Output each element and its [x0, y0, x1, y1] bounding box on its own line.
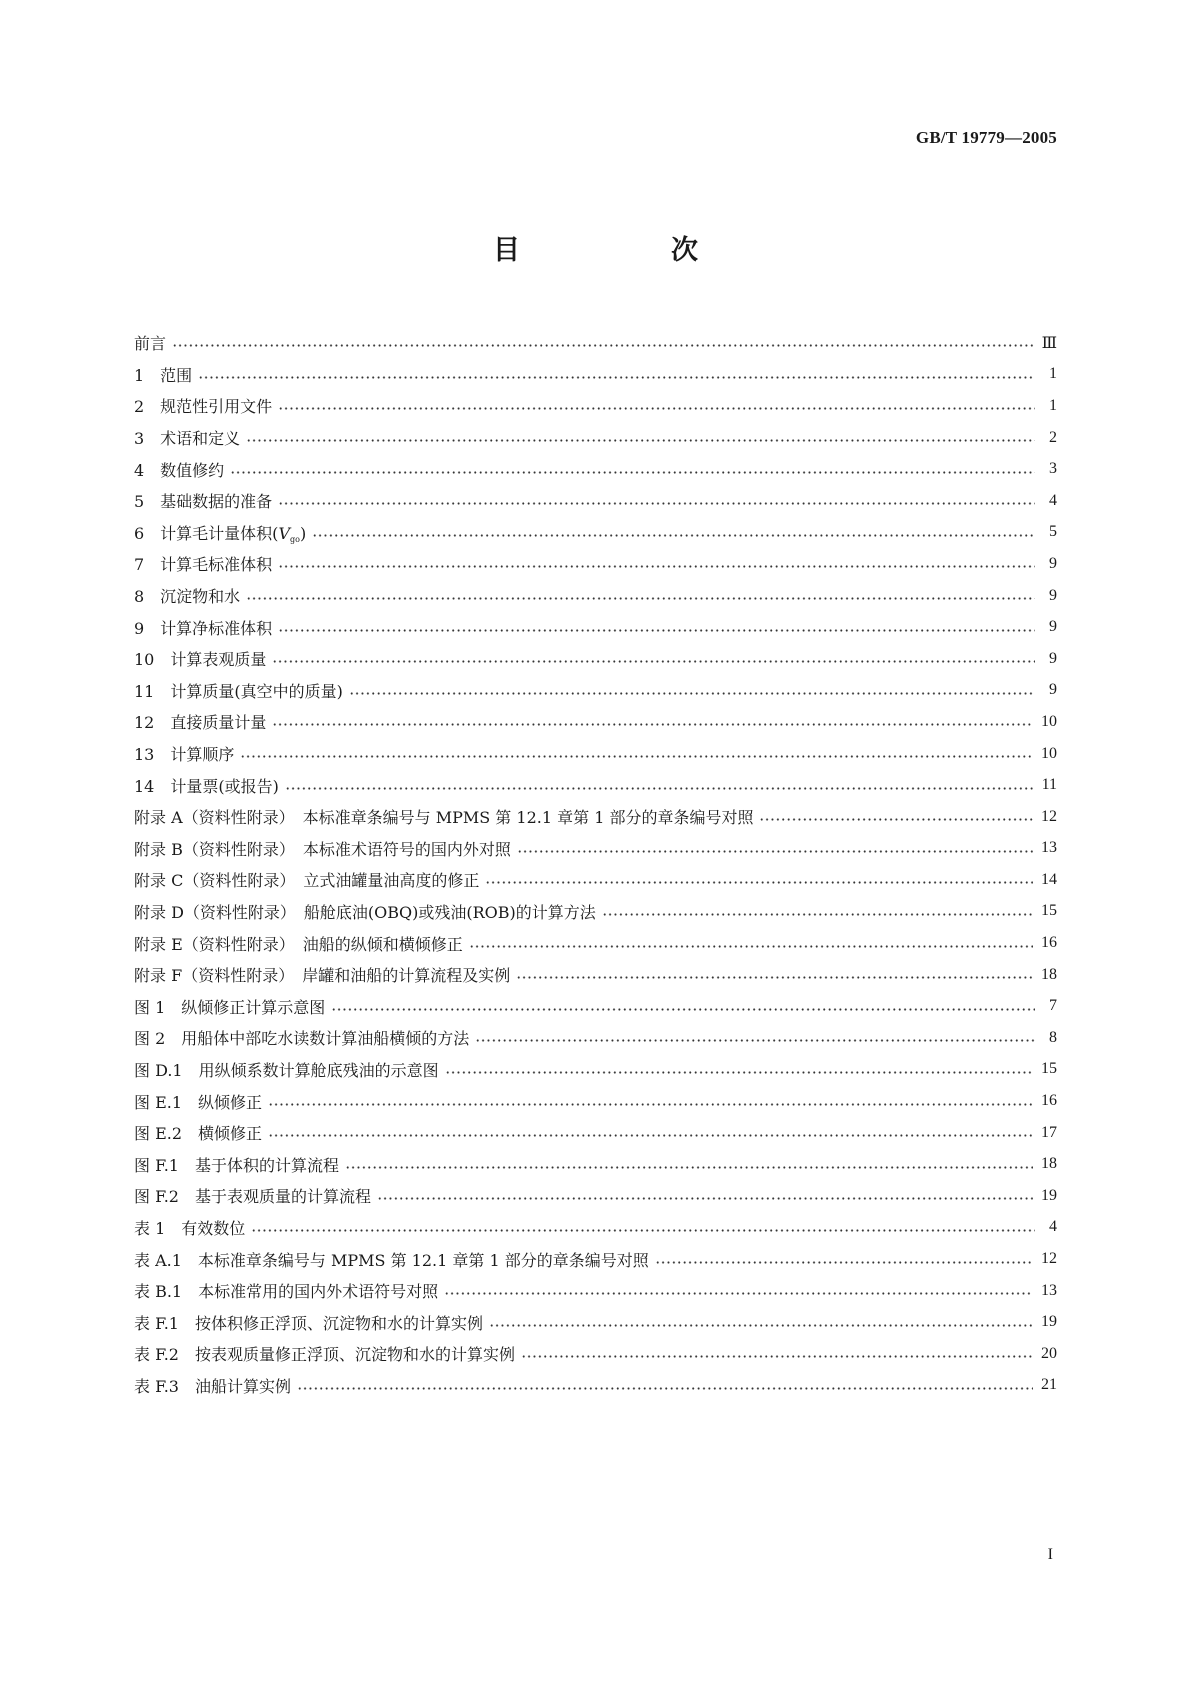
- toc-entry-page: 14: [1041, 870, 1057, 888]
- toc-entry-label: 2 规范性引用文件: [134, 397, 273, 417]
- toc-entry-page: 13: [1041, 839, 1057, 857]
- toc-entry-page: 17: [1041, 1123, 1057, 1141]
- toc-entry[interactable]: [134, 453, 1057, 485]
- toc-entry-label: 图 2 用船体中部吃水读数计算油船横倾的方法: [134, 1029, 470, 1049]
- toc-dot-leader: [268, 1133, 1033, 1138]
- toc-dot-leader: [516, 975, 1033, 980]
- toc-entry-label: 图 E.2 横倾修正: [134, 1124, 263, 1144]
- toc-entry[interactable]: [134, 1117, 1057, 1149]
- toc-dot-leader: [349, 691, 1035, 696]
- toc-dot-leader: [278, 501, 1035, 506]
- toc-dot-leader: [278, 406, 1035, 411]
- toc-dot-leader: [485, 880, 1033, 885]
- toc-entry-page: 1: [1049, 396, 1057, 414]
- toc-entry-label: 表 F.3 油船计算实例: [134, 1376, 291, 1396]
- toc-entry-label: 附录 D（资料性附录） 船舱底油(OBQ)或残油(ROB)的计算方法: [134, 902, 596, 922]
- toc-dot-leader: [475, 1038, 1035, 1043]
- toc-entry[interactable]: [134, 1243, 1057, 1275]
- toc-entry[interactable]: [134, 896, 1057, 928]
- toc-entry[interactable]: [134, 1212, 1057, 1244]
- toc-entry-label: 表 B.1 本标准常用的国内外术语符号对照: [134, 1282, 439, 1302]
- toc-entry-label: 表 A.1 本标准章条编号与 MPMS 第 12.1 章第 1 部分的章条编号对照: [134, 1250, 649, 1270]
- toc-entry[interactable]: [134, 517, 1057, 549]
- toc-entry-label: 8 沉淀物和水: [134, 587, 241, 607]
- toc-entry-page: 4: [1049, 1218, 1057, 1236]
- toc-entry-page: 10: [1041, 744, 1057, 762]
- toc-entry[interactable]: [134, 422, 1057, 454]
- toc-dot-leader: [268, 1102, 1033, 1107]
- toc-entry-page: 13: [1041, 1281, 1057, 1299]
- toc-entry[interactable]: [134, 738, 1057, 770]
- toc-entry[interactable]: [134, 675, 1057, 707]
- toc-entry[interactable]: [134, 706, 1057, 738]
- toc-entry-page: 19: [1041, 1186, 1057, 1204]
- toc-dot-leader: [345, 1165, 1033, 1170]
- toc-entry-label: 图 E.1 纵倾修正: [134, 1092, 263, 1112]
- toc-entry-page: 9: [1049, 554, 1057, 572]
- toc-entry-label: 表 F.2 按表观质量修正浮顶、沉淀物和水的计算实例: [134, 1345, 515, 1365]
- toc-entry-label: 前言: [134, 334, 167, 354]
- toc-entry-label: 附录 F（资料性附录） 岸罐和油船的计算流程及实例: [134, 966, 511, 986]
- toc-dot-leader: [246, 596, 1035, 601]
- standard-code: GB/T 19779—2005: [915, 128, 1057, 147]
- toc-entry-label: 图 1 纵倾修正计算示意图: [134, 997, 326, 1017]
- table-of-contents: [134, 327, 1057, 1401]
- toc-entry-label: 表 1 有效数位: [134, 1218, 246, 1238]
- toc-entry[interactable]: [134, 327, 1057, 359]
- toc-entry-page: 9: [1049, 681, 1057, 699]
- toc-entry-label: 5 基础数据的准备: [134, 492, 273, 512]
- toc-entry-page: 3: [1049, 460, 1057, 478]
- toc-entry[interactable]: [134, 580, 1057, 612]
- toc-entry[interactable]: [134, 801, 1057, 833]
- toc-dot-leader: [278, 564, 1035, 569]
- toc-entry-label: 图 F.1 基于体积的计算流程: [134, 1155, 339, 1175]
- toc-entry-page: 9: [1049, 586, 1057, 604]
- toc-dot-leader: [521, 1354, 1033, 1359]
- toc-entry-label: 1 范围: [134, 365, 193, 385]
- toc-entry-label: 图 D.1 用纵倾系数计算舱底残油的示意图: [134, 1060, 439, 1080]
- toc-entry[interactable]: [134, 833, 1057, 865]
- toc-entry-page: 2: [1049, 428, 1057, 446]
- toc-entry-page: 15: [1041, 1060, 1057, 1078]
- toc-entry-page: 12: [1041, 1250, 1057, 1268]
- toc-entry[interactable]: [134, 1275, 1057, 1307]
- toc-entry-label: 附录 B（资料性附录） 本标准术语符号的国内外对照: [134, 839, 511, 859]
- toc-entry[interactable]: [134, 643, 1057, 675]
- toc-dot-leader: [444, 1291, 1033, 1296]
- toc-entry[interactable]: [134, 927, 1057, 959]
- page-title: 目 次: [493, 235, 760, 266]
- toc-dot-leader: [759, 817, 1033, 822]
- toc-entry[interactable]: [134, 548, 1057, 580]
- toc-entry-page: 19: [1041, 1313, 1057, 1331]
- toc-dot-leader: [469, 944, 1033, 949]
- toc-entry-label: 附录 A（资料性附录） 本标准章条编号与 MPMS 第 12.1 章第 1 部分的章条编号对照: [134, 808, 754, 828]
- toc-dot-leader: [602, 912, 1033, 917]
- toc-dot-leader: [278, 628, 1035, 633]
- toc-entry[interactable]: [134, 1054, 1057, 1086]
- toc-entry-page: 15: [1041, 902, 1057, 920]
- page-number: I: [1047, 1546, 1053, 1563]
- toc-dot-leader: [445, 1070, 1033, 1075]
- toc-entry-label: 附录 E（资料性附录） 油船的纵倾和横倾修正: [134, 934, 463, 954]
- toc-dot-leader: [172, 343, 1034, 348]
- toc-entry-label: 表 F.1 按体积修正浮顶、沉淀物和水的计算实例: [134, 1313, 483, 1333]
- toc-entry[interactable]: [134, 1085, 1057, 1117]
- toc-entry[interactable]: [134, 611, 1057, 643]
- toc-dot-leader: [285, 786, 1034, 791]
- toc-entry-page: 12: [1041, 807, 1057, 825]
- toc-entry[interactable]: [134, 1338, 1057, 1370]
- toc-dot-leader: [312, 533, 1035, 538]
- toc-entry[interactable]: [134, 1306, 1057, 1338]
- toc-entry[interactable]: [134, 959, 1057, 991]
- toc-entry-page: 21: [1041, 1376, 1057, 1394]
- toc-dot-leader: [377, 1196, 1033, 1201]
- toc-entry-label: 附录 C（资料性附录） 立式油罐量油高度的修正: [134, 871, 480, 891]
- toc-entry-page: 16: [1041, 1092, 1057, 1110]
- toc-entry[interactable]: [134, 1180, 1057, 1212]
- toc-entry-label: 图 F.2 基于表观质量的计算流程: [134, 1187, 371, 1207]
- toc-entry-label: 11 计算质量(真空中的质量): [134, 681, 343, 701]
- toc-dot-leader: [272, 722, 1033, 727]
- toc-entry-page: 8: [1049, 1028, 1057, 1046]
- toc-entry[interactable]: [134, 1370, 1057, 1402]
- toc-entry-label: 10 计算表观质量: [134, 650, 267, 670]
- toc-entry[interactable]: [134, 1022, 1057, 1054]
- toc-entry-page: 5: [1049, 523, 1057, 541]
- toc-entry-page: 7: [1049, 997, 1057, 1015]
- toc-entry-page: 16: [1041, 934, 1057, 952]
- toc-dot-leader: [251, 1228, 1035, 1233]
- toc-entry[interactable]: [134, 390, 1057, 422]
- toc-entry-label: 4 数值修约: [134, 460, 225, 480]
- toc-entry-label: 13 计算顺序: [134, 745, 235, 765]
- toc-entry[interactable]: [134, 769, 1057, 801]
- toc-entry-label: 9 计算净标准体积: [134, 618, 273, 638]
- toc-dot-leader: [230, 470, 1035, 475]
- toc-entry[interactable]: [134, 1148, 1057, 1180]
- toc-entry-label: 14 计量票(或报告): [134, 776, 279, 796]
- toc-dot-leader: [517, 849, 1033, 854]
- toc-entry-page: 9: [1049, 618, 1057, 636]
- toc-entry[interactable]: [134, 864, 1057, 896]
- toc-entry-page: 9: [1049, 649, 1057, 667]
- toc-entry-page: 18: [1041, 1155, 1057, 1173]
- toc-entry-page: 10: [1041, 712, 1057, 730]
- toc-dot-leader: [198, 375, 1035, 380]
- toc-entry[interactable]: [134, 359, 1057, 391]
- toc-entry-label: 7 计算毛标准体积: [134, 555, 273, 575]
- toc-dot-leader: [240, 754, 1033, 759]
- toc-dot-leader: [489, 1323, 1033, 1328]
- toc-entry-page: 4: [1049, 491, 1057, 509]
- toc-entry-label: 12 直接质量计量: [134, 713, 267, 733]
- toc-entry-label: 6 计算毛计量体积$(V_{go})$: [134, 523, 307, 544]
- toc-entry[interactable]: [134, 485, 1057, 517]
- toc-dot-leader: [272, 659, 1035, 664]
- toc-entry[interactable]: [134, 990, 1057, 1022]
- toc-entry-page: 20: [1041, 1344, 1057, 1362]
- toc-entry-page: 18: [1041, 965, 1057, 983]
- toc-entry-page: Ⅲ: [1041, 334, 1057, 352]
- toc-dot-leader: [297, 1386, 1033, 1391]
- toc-entry-page: 1: [1049, 365, 1057, 383]
- toc-entry-page: 11: [1041, 776, 1057, 794]
- toc-dot-leader: [246, 438, 1035, 443]
- toc-entry-label: 3 术语和定义: [134, 429, 241, 449]
- toc-dot-leader: [655, 1260, 1033, 1265]
- toc-dot-leader: [331, 1007, 1035, 1012]
